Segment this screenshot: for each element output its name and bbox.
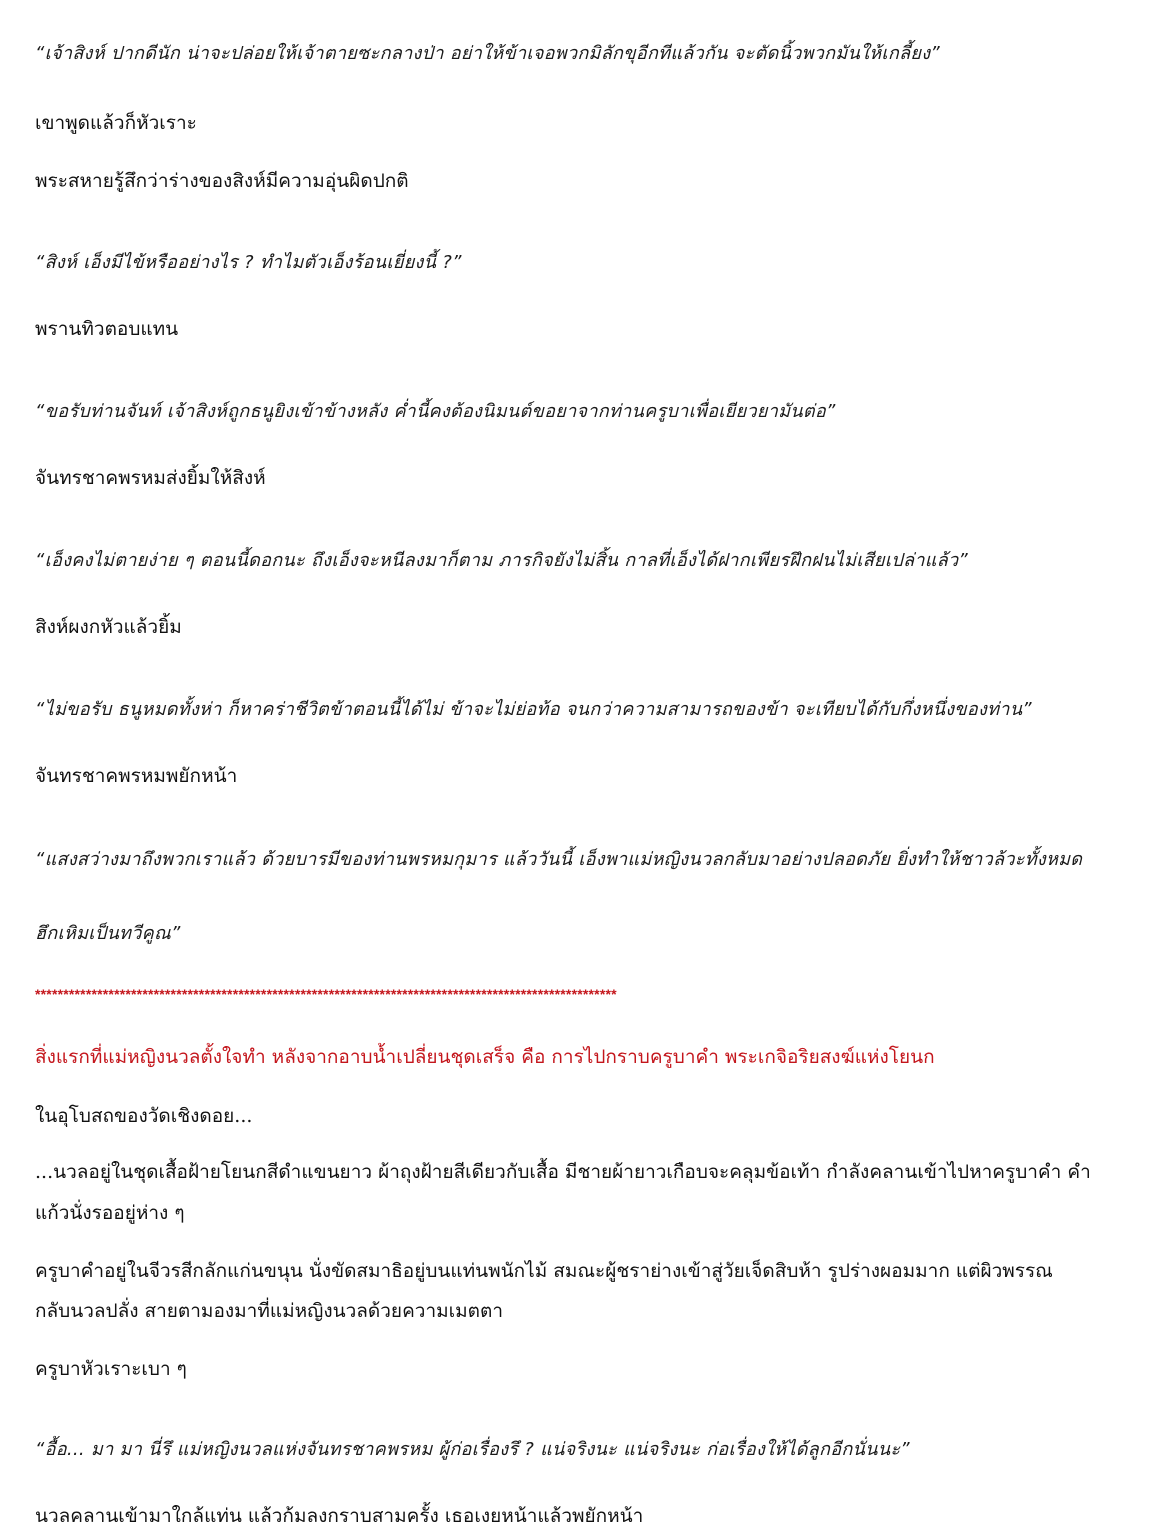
narration-line-11: นวลคลานเข้ามาใกล้แท่น แล้วก้มลงกราบสามครั้ง เธอเงยหน้าแล้วพยักหน้า xyxy=(35,1505,644,1527)
narration-line-5: สิงห์ผงกหัวแล้วยิ้ม xyxy=(35,616,182,638)
dialogue-line-7: “อื้อ... มา มา นี่รึ แม่หญิงนวลแห่งจันทรชาคพรหม ผู้ก่อเรื่องรึ ? แน่จริงนะ แน่จริงนะ ก่อเรื่องให้ได้ลูกอีกนั่นนะ” xyxy=(35,1439,910,1460)
narration-line-8a: ...นวลอยู่ในชุดเสื้อฝ้ายโยนกสีดำแขนยาว ผ้าถุงฝ้ายสีเดียวกับเสื้อ มีชายผ้ายาวเกือบจะคลุมข้อเท้า กำลังคลานเข้าไปหาครูบาคำ คำ xyxy=(35,1161,1091,1183)
dialogue-line-2: “สิงห์ เอ็งมีไข้หรืออย่างไร ? ทำไมตัวเอ็งร้อนเยี่ยงนี้ ?” xyxy=(35,252,462,273)
narration-line-7: ในอุโบสถของวัดเชิงดอย... xyxy=(35,1105,253,1127)
narration-line-3: พรานทิวตอบแทน xyxy=(35,318,179,340)
narration-line-8b: แก้วนั่งรออยู่ห่าง ๆ xyxy=(35,1202,185,1224)
narration-line-9b: กลับนวลปลั่ง สายตามองมาที่แม่หญิงนวลด้วยความเมตตา xyxy=(35,1300,504,1322)
narration-line-10: ครูบาหัวเราะเบา ๆ xyxy=(35,1358,187,1380)
narration-line-6: จันทรชาคพรหมพยักหน้า xyxy=(35,765,238,787)
narration-line-1: เขาพูดแล้วก็หัวเราะ xyxy=(35,112,197,134)
narration-line-2: พระสหายรู้สึกว่าร่างของสิงห์มีความอุ่นผิดปกติ xyxy=(35,170,409,192)
dialogue-line-4: “เอ็งคงไม่ตายง่าย ๆ ตอนนี้ดอกนะ ถึงเอ็งจะหนีลงมาก็ตาม ภารกิจยังไม่สิ้น กาลที่เอ็งได้ฝากเพียรฝึกฝนไม่เสียเปล่าแล้ว” xyxy=(35,550,969,571)
dialogue-line-6b: ฮึกเหิมเป็นทวีคูณ” xyxy=(35,923,181,944)
dialogue-line-5: “ไม่ขอรับ ธนูหมดทั้งห่า ก็หาคร่าชีวิตข้าตอนนี้ได้ไม่ ข้าจะไม่ย่อท้อ จนกว่าความสามารถของข้า จะเทียบได้กับกึ่งหนึ่งของท่าน” xyxy=(35,699,1032,720)
narration-line-4: จันทรชาคพรหมส่งยิ้มให้สิงห์ xyxy=(35,467,266,489)
dialogue-line-6a: “แสงสว่างมาถึงพวกเราแล้ว ด้วยบารมีของท่านพรหมกุมาร แล้ววันนี้ เอ็งพาแม่หญิงนวลกลับมาอย่างปลอดภัย ยิ่งทำให้ชาวล้วะทั้งหมด xyxy=(35,849,1083,870)
narration-line-9a: ครูบาคำอยู่ในจีวรสีกลักแก่นขนุน นั่งขัดสมาธิอยู่บนแท่นพนักไม้ สมณะผู้ชราย่างเข้าสู่วัยเจ็ดสิบห้า รูปร่างผอมมาก แต่ผิวพรรณ xyxy=(35,1260,1053,1282)
section-separator: ******************************************************************************************************* xyxy=(35,986,617,1002)
dialogue-line-3: “ขอรับท่านจันท์ เจ้าสิงห์ถูกธนูยิงเข้าข้างหลัง ค่ำนี้คงต้องนิมนต์ขอยาจากท่านครูบาเพื่อเยียวยามันต่อ” xyxy=(35,401,836,422)
section-heading-line: สิ่งแรกที่แม่หญิงนวลตั้งใจทำ หลังจากอาบน้ำเปลี่ยนชุดเสร็จ คือ การไปกราบครูบาคำ พระเกจิอริยสงฆ์แห่งโยนก xyxy=(35,1046,935,1068)
dialogue-line-1: “เจ้าสิงห์ ปากดีนัก น่าจะปล่อยให้เจ้าตายซะกลางป่า อย่าให้ข้าเจอพวกมิลักขุอีกทีแล้วกัน จะตัดนิ้วพวกมันให้เกลี้ยง” xyxy=(35,43,940,64)
